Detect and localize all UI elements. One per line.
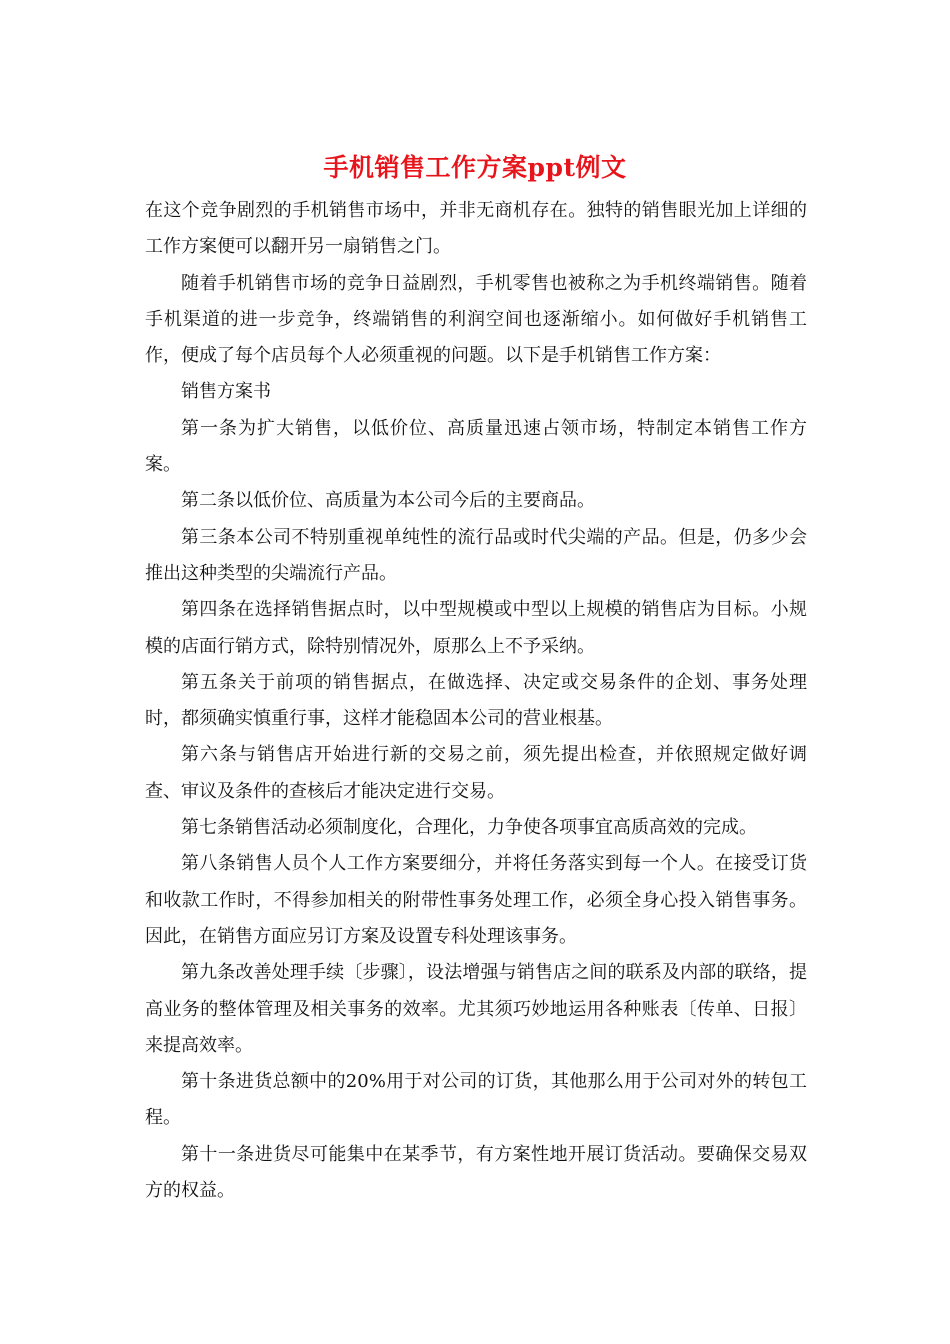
paragraph: 第一条为扩大销售，以低价位、高质量迅速占领市场，特制定本销售工作方案。 [145,417,807,476]
paragraph: 第六条与销售店开始进行新的交易之前，须先提出检查，并依照规定做好调查、审议及条件的查核后才能决定进行交易。 [145,744,807,802]
paragraph: 第三条本公司不特别重视单纯性的流行品或时代尖端的产品。但是，仍多少会推出这种类型的尖端流行产品。 [145,526,807,584]
paragraph: 第十一条进货尽可能集中在某季节，有方案性地开展订货活动。要确保交易双方的权益。 [145,1143,807,1202]
paragraph: 第五条关于前项的销售据点，在做选择、决定或交易条件的企划、事务处理时，都须确实慎重行事，这样才能稳固本公司的营业根基。 [145,671,807,730]
paragraph: 第四条在选择销售据点时，以中型规模或中型以上规模的销售店为目标。小规模的店面行销方式，除特别情况外，原那么上不予采纳。 [145,599,807,657]
document-body [145,193,807,1209]
paragraph: 第十条进货总额中的20%用于对公司的订货，其他那么用于公司对外的转包工程。 [145,1071,807,1129]
paragraph: 在这个竞争剧烈的手机销售市场中，并非无商机存在。独特的销售眼光加上详细的工作方案便可以翻开另一扇销售之门。 [145,200,807,258]
paragraph: 第七条销售活动必须制度化，合理化，力争使各项事宜高质高效的完成。 [181,817,757,839]
paragraph: 销售方案书 [181,381,271,403]
document-title: 手机销售工作方案ppt例文 [323,153,627,182]
paragraph: 第二条以低价位、高质量为本公司今后的主要商品。 [181,490,595,512]
paragraph: 第九条改善处理手续〔步骤〕，设法增强与销售店之间的联系及内部的联络，提高业务的整体管理及相关事务的效率。尤其须巧妙地运用各种账表〔传单、日报〕来提高效率。 [145,962,807,1056]
paragraph: 第八条销售人员个人工作方案要细分，并将任务落实到每一个人。在接受订货和收款工作时，不得参加相关的附带性事务处理工作，必须全身心投入销售事务。因此，在销售方面应另订方案及设置专科处理该事务。 [145,853,807,947]
paragraph: 随着手机销售市场的竞争日益剧烈，手机零售也被称之为手机终端销售。随着手机渠道的进一步竞争，终端销售的利润空间也逐渐缩小。如何做好手机销售工作，便成了每个店员每个人必须重视的问题。以下是手机销售工作方案： [145,272,807,367]
